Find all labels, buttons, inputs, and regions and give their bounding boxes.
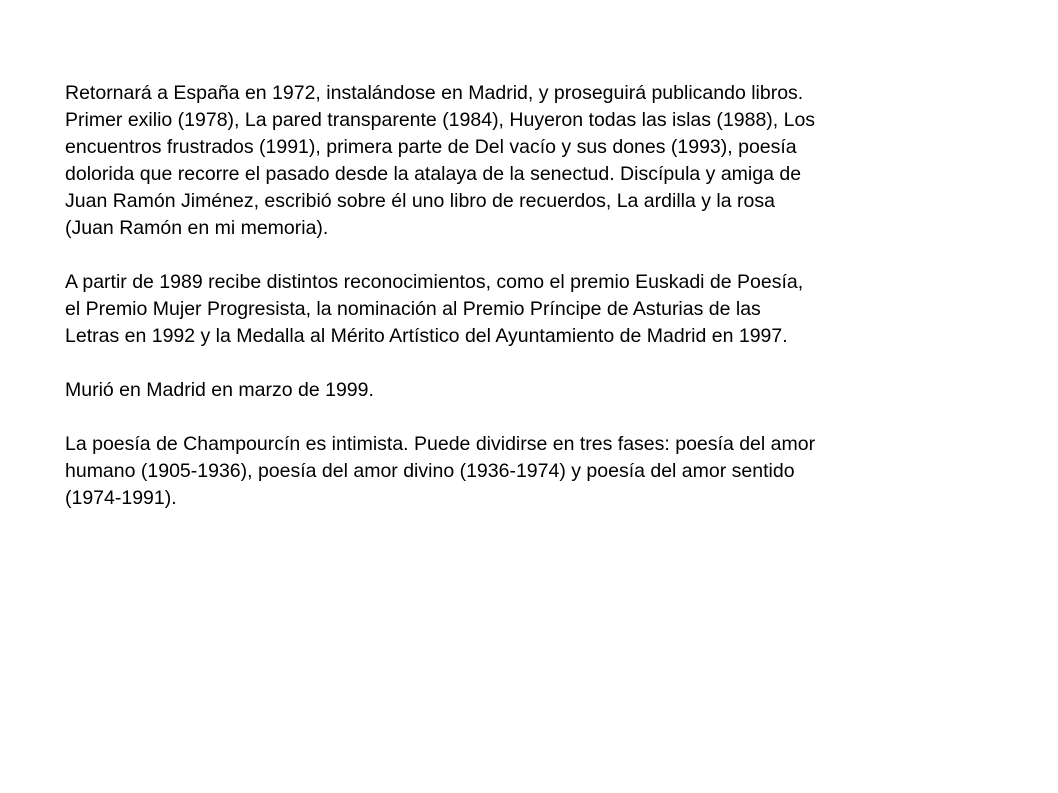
text-line: Letras en 1992 y la Medalla al Mérito Artístico del Ayuntamiento de Madrid en 1997. [65, 325, 788, 347]
text-line: el Premio Mujer Progresista, la nominación al Premio Príncipe de Asturias de las [65, 298, 761, 320]
paragraph-death [65, 377, 1005, 404]
text-line: encuentros frustrados (1991), primera parte de Del vacío y sus dones (1993), poesía [65, 136, 797, 158]
paragraph-awards [65, 269, 1005, 350]
text-line: Murió en Madrid en marzo de 1999. [65, 379, 374, 401]
text-line: A partir de 1989 recibe distintos reconocimientos, como el premio Euskadi de Poesía, [65, 271, 804, 293]
text-line: Primer exilio (1978), La pared transparente (1984), Huyeron todas las islas (1988), Los [65, 109, 816, 131]
paragraph-poetry-phases [65, 431, 1005, 512]
text-line: dolorida que recorre el pasado desde la atalaya de la senectud. Discípula y amiga de [65, 163, 802, 185]
text-line: (1974-1991). [65, 487, 177, 509]
text-line: La poesía de Champourcín es intimista. Puede dividirse en tres fases: poesía del amor [65, 433, 816, 455]
text-line: (Juan Ramón en mi memoria). [65, 217, 329, 239]
text-line: Retornará a España en 1972, instalándose en Madrid, y proseguirá publicando libros. [65, 82, 804, 104]
paragraph-return-to-spain [65, 80, 1005, 242]
text-line: Juan Ramón Jiménez, escribió sobre él uno libro de recuerdos, La ardilla y la rosa [65, 190, 775, 212]
text-line: humano (1905-1936), poesía del amor divino (1936-1974) y poesía del amor sentido [65, 460, 795, 482]
body-text [65, 80, 1005, 539]
